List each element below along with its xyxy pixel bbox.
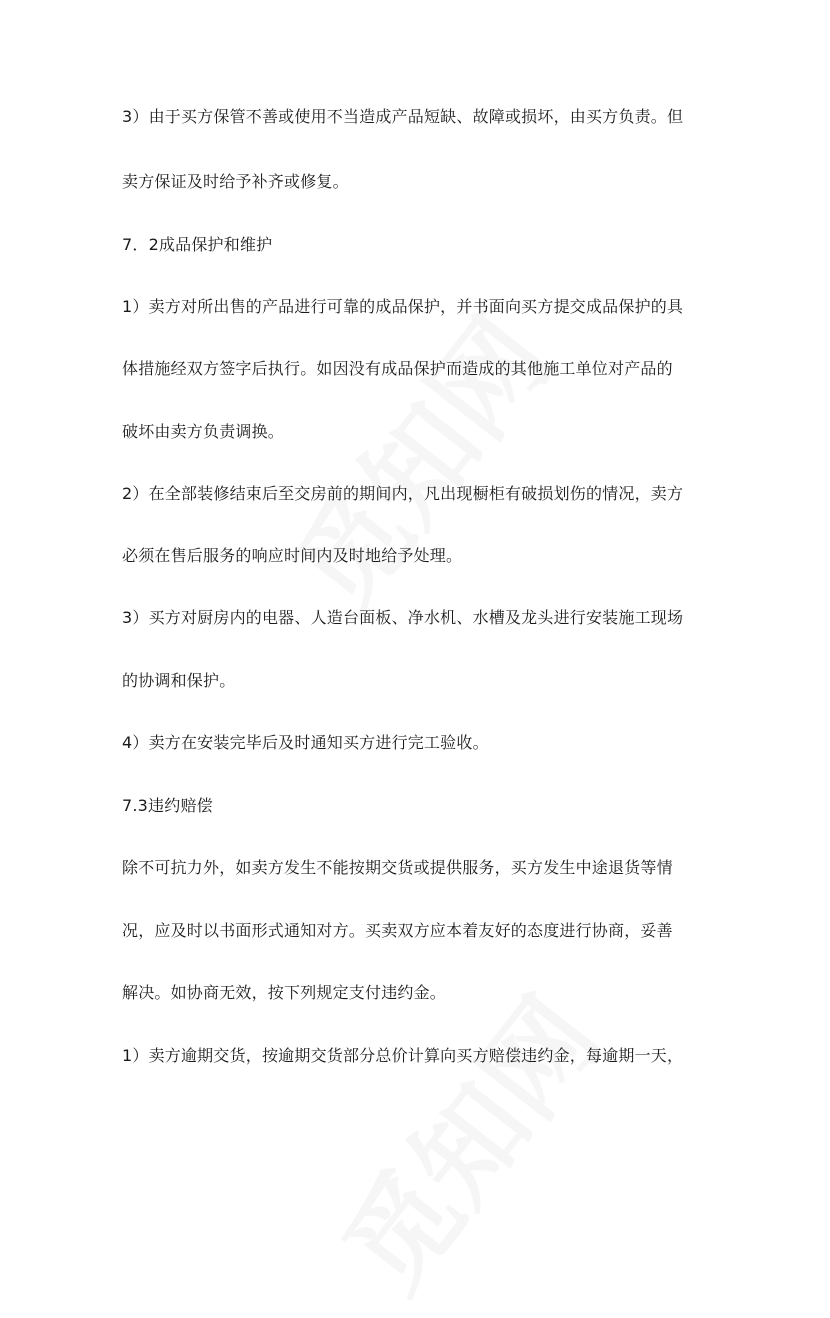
text-line-9: 3）买方对厨房内的电器、人造台面板、净水机、水槽及龙头进行安装施工现场	[122, 608, 684, 627]
watermark-bottom	[301, 960, 629, 1317]
text-line-14: 况，应及时以书面形式通知对方。买卖双方应本着友好的态度进行协商，妥善	[122, 921, 673, 940]
text-line-4: 1）卖方对所出售的产品进行可靠的成品保护，并书面向买方提交成品保护的具	[122, 297, 684, 316]
text-line-1: 3）由于买方保管不善或使用不当造成产品短缺、故障或损坏，由买方负责。但	[122, 107, 684, 126]
text-line-6: 破坏由卖方负责调换。	[122, 422, 285, 441]
text-line-7: 2）在全部装修结束后至交房前的期间内，凡出现橱柜有破损划伤的情况，卖方	[122, 484, 684, 503]
text-line-5: 体措施经双方签字后执行。如因没有成品保护而造成的其他施工单位对产品的	[122, 359, 673, 378]
text-line-16: 1）卖方逾期交货，按逾期交货部分总价计算向买方赔偿违约金，每逾期一天，	[122, 1046, 684, 1065]
text-line-15: 解决。如协商无效，按下列规定支付违约金。	[122, 983, 447, 1002]
text-line-8: 必须在售后服务的响应时间内及时地给予处理。	[122, 546, 463, 565]
section-heading-7-2: 7．2成品保护和维护	[122, 235, 273, 254]
text-line-13: 除不可抗力外，如卖方发生不能按期交货或提供服务，买方发生中途退货等情	[122, 858, 673, 877]
text-line-10: 的协调和保护。	[122, 671, 236, 690]
text-line-2: 卖方保证及时给予补齐或修复。	[122, 172, 349, 191]
text-line-11: 4）卖方在安装完毕后及时通知买方进行完工验收。	[122, 733, 489, 752]
section-heading-7-3: 7.3违约赔偿	[122, 796, 213, 815]
watermark	[251, 280, 579, 637]
